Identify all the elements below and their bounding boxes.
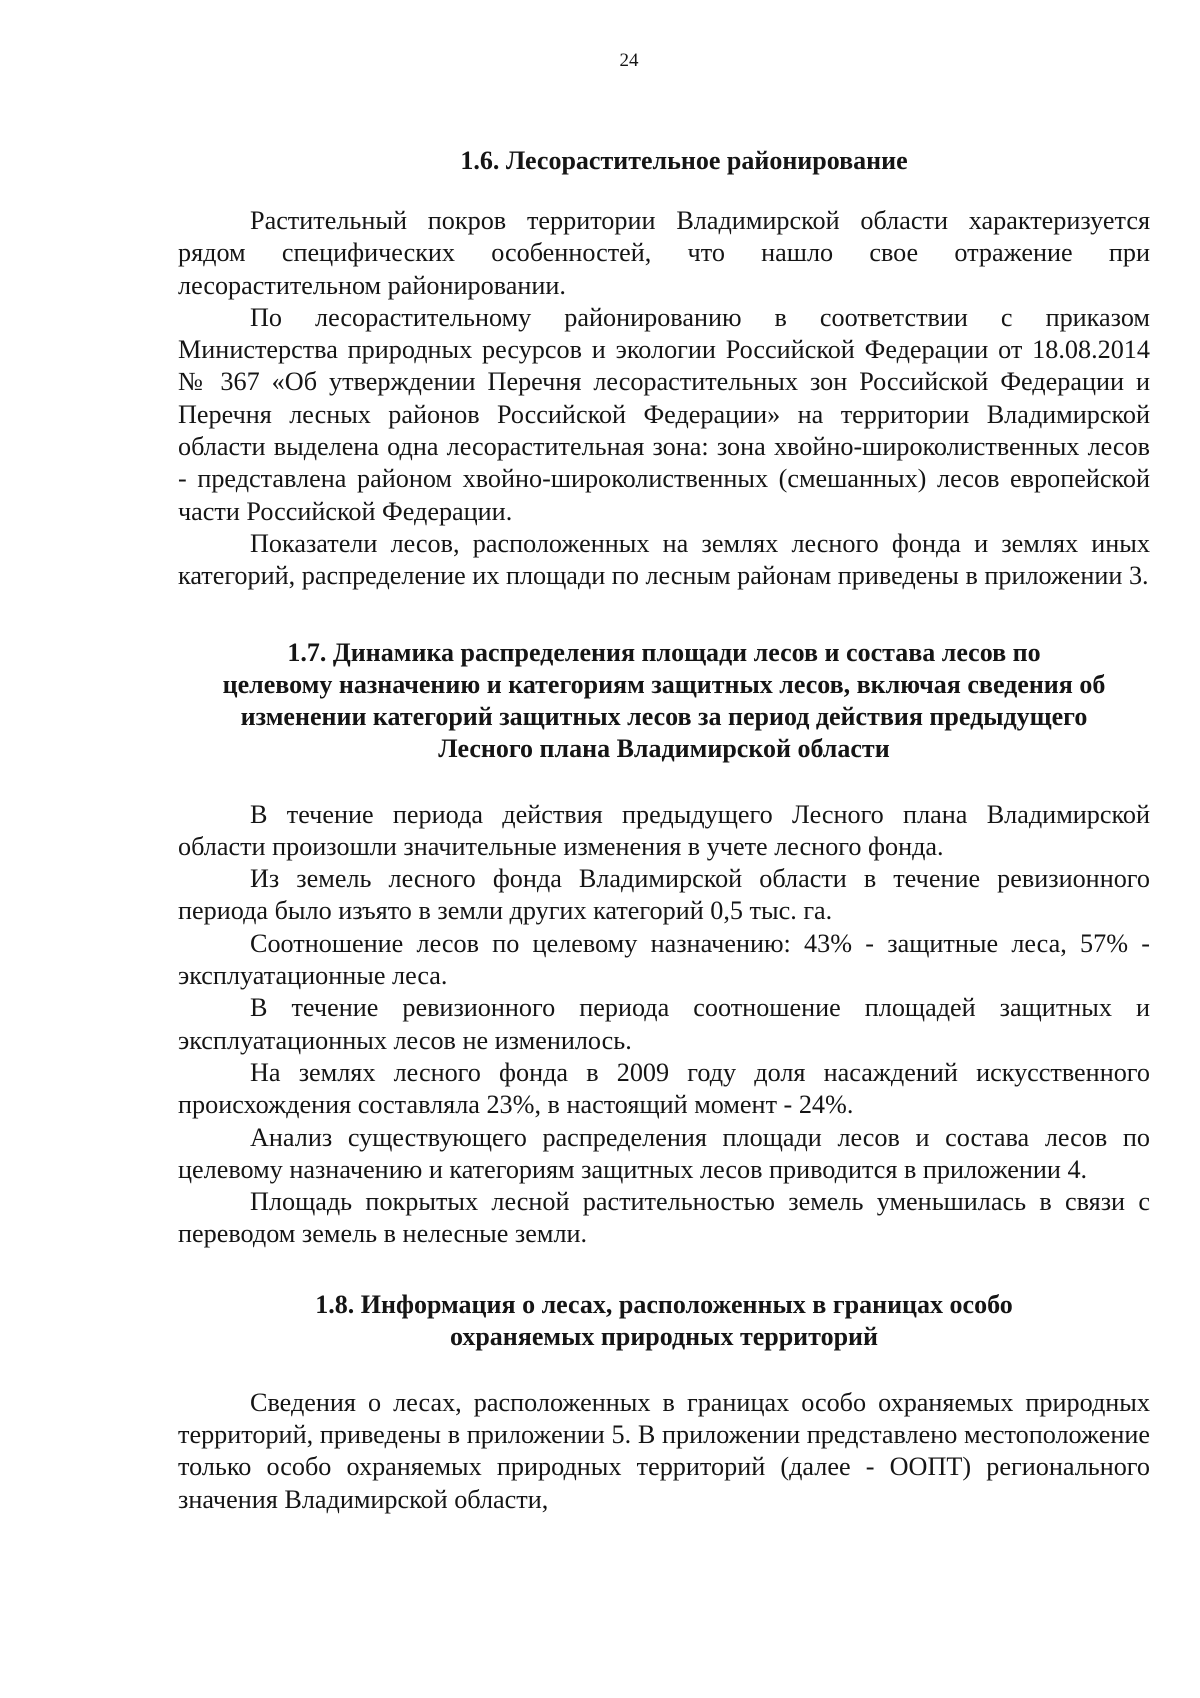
section-1-8-paragraph: Сведения о лесах, расположенных в границах особо охраняемых природных территорий, приведены в приложении 5. В приложении представлено местоположение только особо охраняемых природных территорий (далее - ООПТ) регионального значения Владимирской области,	[178, 1387, 1150, 1514]
section-1-7-paragraph: Из земель лесного фонда Владимирской области в течение ревизионного периода было изъято в земли других категорий 0,5 тыс. га.	[178, 864, 1150, 926]
section-1-7-heading-line: 1.7. Динамика распределения площади лесов и состава лесов по	[287, 637, 1041, 667]
section-1-7-heading-line: целевому назначению и категориям защитных лесов, включая сведения об	[222, 669, 1106, 699]
section-1-7-paragraph: Соотношение лесов по целевому назначению: 43% - защитные леса, 57% - эксплуатационные леса.	[178, 928, 1150, 991]
section-1-7-paragraph: В течение периода действия предыдущего Лесного плана Владимирской области произошли значительные изменения в учете лесного фонда.	[178, 799, 1150, 861]
section-1-7-paragraph: Площадь покрытых лесной растительностью земель уменьшилась в связи с переводом земель в нелесные земли.	[178, 1187, 1150, 1249]
section-1-6-paragraph: Показатели лесов, расположенных на землях лесного фонда и землях иных категорий, распределение их площади по лесным районам приведены в приложении 3.	[178, 528, 1150, 591]
page-content	[178, 145, 1150, 1516]
section-1-8-heading-line: охраняемых природных территорий	[449, 1321, 879, 1351]
section-1-6-paragraph: По лесорастительному районированию в соответствии с приказом Министерства природных ресурсов и экологии Российской Федерации от 18.08.2014 № 367 «Об утверждении Перечня лесорастительных зон Российской Федерации и Перечня лесных районов Российской Федерации» на территории Владимирской области выделена одна лесорастительная зона: зона хвойно-широколиственных лесов - представлена районом хвойно-широколиственных (смешанных) лесов европейской части Российской Федерации.	[178, 302, 1150, 526]
section-1-7-heading-line: Лесного плана Владимирской области	[438, 733, 890, 763]
section-1-7-heading	[178, 637, 1150, 765]
section-1-7-heading-line: изменении категорий защитных лесов за период действия предыдущего	[240, 701, 1088, 731]
section-1-6-paragraph: Растительный покров территории Владимирской области характеризуется рядом специфических особенностей, что нашло свое отражение при лесорастительном районировании.	[178, 206, 1150, 300]
section-1-6-heading: 1.6. Лесорастительное районирование	[460, 146, 908, 175]
section-1-8-heading	[178, 1289, 1150, 1353]
section-1-7-paragraph: Анализ существующего распределения площади лесов и состава лесов по целевому назначению и категориям защитных лесов приводится в приложении 4.	[178, 1122, 1150, 1184]
page-number: 24	[619, 50, 639, 71]
section-1-7-paragraph: В течение ревизионного периода соотношение площадей защитных и эксплуатационных лесов не изменилось.	[178, 993, 1150, 1055]
section-1-8-heading-line: 1.8. Информация о лесах, расположенных в границах особо	[315, 1289, 1013, 1319]
section-1-7-paragraph: На землях лесного фонда в 2009 году доля насаждений искусственного происхождения составляла 23%, в настоящий момент - 24%.	[178, 1057, 1150, 1120]
